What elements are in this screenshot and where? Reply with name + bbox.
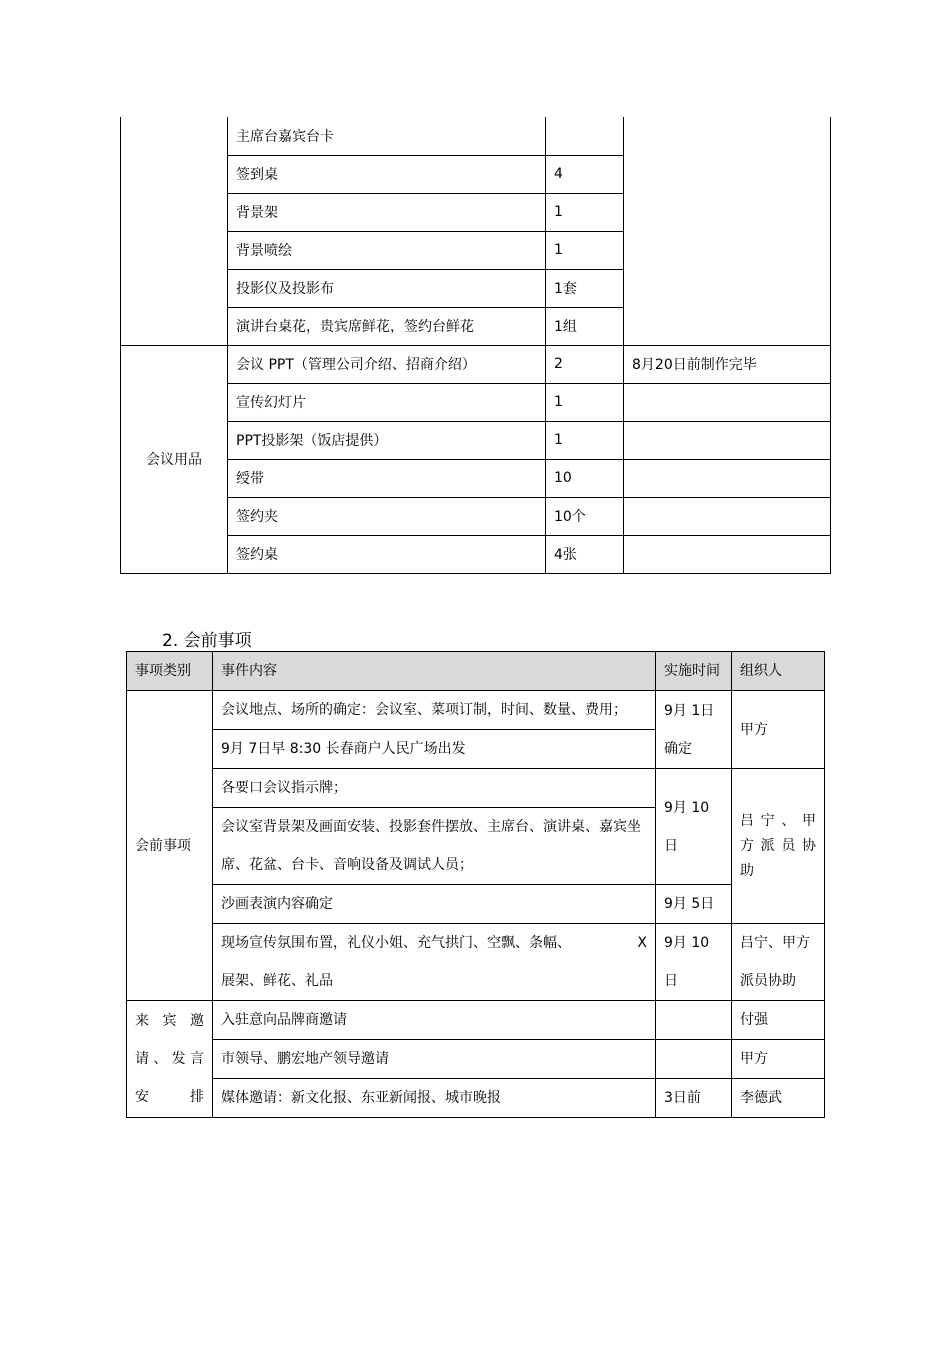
category-cell: 会议用品 [121,345,228,573]
header-category: 事项类别 [127,652,213,691]
table-row [127,1079,825,1118]
org-cell: 李德武 [732,1079,825,1118]
time-cell [656,1001,732,1040]
item-cell: 签约桌 [228,535,546,573]
item-cell: 主席台嘉宾台卡 [228,117,546,155]
time-cell: 9月 5日 [656,885,732,924]
qty-cell: 1 [546,231,624,269]
org-cell: 付强 [732,1001,825,1040]
table-row [121,117,831,155]
item-cell: 投影仪及投影布 [228,269,546,307]
header-time: 实施时间 [656,652,732,691]
item-cell: 会议 PPT（管理公司介绍、招商介绍） [228,345,546,383]
x-mark: X [637,935,647,951]
time-cell [656,1040,732,1079]
table-row [127,1040,825,1079]
note-cell [624,459,831,497]
table-row [121,345,831,383]
category-cell: 来 宾 邀 请、发言安排 [127,1001,213,1118]
table-row [121,535,831,573]
content-cell: 各要口会议指示牌； [213,769,656,808]
content-text: 现场宣传氛围布置，礼仪小姐、充气拱门、空飘、条幅、 [221,935,571,951]
note-cell [624,497,831,535]
section-heading: 2. 会前事项 [162,631,252,651]
item-cell: 背景喷绘 [228,231,546,269]
item-cell: 签到桌 [228,155,546,193]
content-cell: 入驻意向品牌商邀请 [213,1001,656,1040]
note-cell [624,117,831,345]
qty-cell: 1组 [546,307,624,345]
table-row [127,885,825,924]
note-cell [624,421,831,459]
pre-meeting-table [126,651,825,1118]
header-content: 事件内容 [213,652,656,691]
content-cell: 市领导、鹏宏地产领导邀请 [213,1040,656,1079]
note-cell [624,383,831,421]
qty-cell: 4 [546,155,624,193]
content-cell [213,924,656,1001]
category-cell: 会前事项 [127,691,213,1001]
org-cell: 甲方 [732,1040,825,1079]
table-row [127,924,825,1001]
qty-cell: 1套 [546,269,624,307]
qty-cell: 4张 [546,535,624,573]
item-cell: 签约夹 [228,497,546,535]
table-row [127,691,825,730]
time-cell: 9月 10日 [656,924,732,1001]
qty-cell: 1 [546,383,624,421]
table-row [121,459,831,497]
org-cell: 吕 宁 、 甲 方 派 员 协 助 [732,769,825,924]
header-row [127,652,825,691]
table-row [127,1001,825,1040]
supplies-table [120,117,831,574]
header-org: 组织人 [732,652,825,691]
content-cell: 媒体邀请：新文化报、东亚新闻报、城市晚报 [213,1079,656,1118]
table-row [121,497,831,535]
qty-cell: 1 [546,193,624,231]
qty-cell: 10个 [546,497,624,535]
qty-cell: 2 [546,345,624,383]
table-row [127,769,825,808]
org-cell: 甲方 [732,691,825,769]
item-cell: 宣传幻灯片 [228,383,546,421]
item-cell: 绶带 [228,459,546,497]
time-cell: 9月 1日确定 [656,691,732,769]
note-cell [624,535,831,573]
item-cell: PPT投影架（饭店提供） [228,421,546,459]
qty-cell: 10 [546,459,624,497]
content-cell: 9月 7日早 8:30 长春商户人民广场出发 [213,730,656,769]
qty-cell [546,117,624,155]
content-line [221,924,647,962]
time-cell: 3日前 [656,1079,732,1118]
org-cell: 吕宁、甲方派员协助 [732,924,825,1001]
time-cell: 9月 10日 [656,769,732,885]
table-row [121,421,831,459]
note-cell: 8月20日前制作完毕 [624,345,831,383]
content-cell: 会议室背景架及画面安装、投影套件摆放、主席台、演讲桌、嘉宾坐席、花盆、台卡、音响设备及调试人员； [213,808,656,885]
item-cell: 演讲台桌花，贵宾席鲜花，签约台鲜花 [228,307,546,345]
category-cell [121,117,228,345]
qty-cell: 1 [546,421,624,459]
table-row [121,383,831,421]
content-text: 展架、鲜花、礼品 [221,973,333,989]
content-cell: 沙画表演内容确定 [213,885,656,924]
content-cell: 会议地点、场所的确定：会议室、菜项订制，时间、数量、费用； [213,691,656,730]
item-cell: 背景架 [228,193,546,231]
